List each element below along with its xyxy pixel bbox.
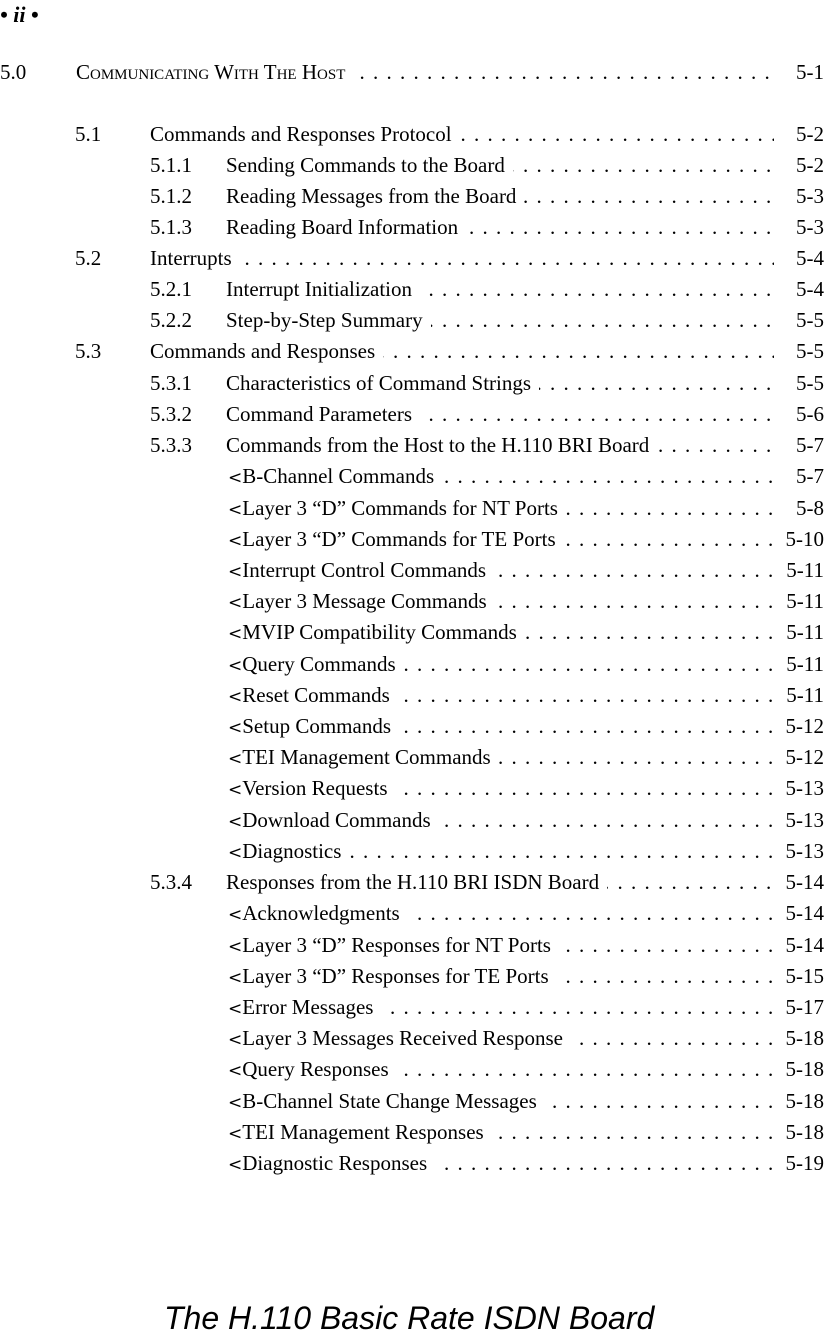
toc-page-number: 5-18 [786,1118,824,1146]
toc-title [228,1089,545,1113]
toc-entry[interactable] [0,806,824,837]
bullet-icon: < [228,687,242,707]
toc-entry[interactable] [0,275,824,306]
toc-page-number: 5-19 [786,1149,824,1177]
toc-title-with-leader [150,244,774,272]
toc-entry[interactable] [0,431,824,462]
toc-title-with-leader [228,712,774,742]
toc-title [76,60,353,84]
toc-title-with-leader [228,931,774,961]
toc-entry[interactable] [0,618,824,649]
toc-page-number: 5-14 [786,868,824,896]
toc-title-with-leader [226,868,774,896]
toc-title-text: Interrupt Control Commands [242,558,486,582]
toc-title-with-leader [228,650,774,680]
toc-title [228,558,494,582]
toc-title [228,776,396,800]
toc-title-with-leader [76,58,774,89]
toc-page-number: 5-13 [786,774,824,802]
toc-page-number: 5-11 [786,618,824,646]
toc-entry[interactable] [0,306,824,337]
bullet-icon: < [228,718,242,738]
toc-title-text: Command Parameters [226,402,412,426]
toc-page-number: 5-6 [796,400,824,428]
toc-title [228,1026,571,1050]
toc-page-number: 5-5 [796,369,824,397]
toc-entry[interactable] [0,899,824,930]
bullet-icon: < [228,656,242,676]
toc-page-number: 5-17 [786,993,824,1021]
toc-page-number: 5-2 [796,151,824,179]
toc-title-text: Version Requests [242,776,387,800]
toc-section-number: 5.0 [0,58,26,86]
toc-title [228,496,566,520]
toc-title-text: Diagnostics [242,839,341,863]
toc-page-number: 5-2 [796,120,824,148]
toc-title-text: Commands from the Host to the H.110 BRI Board [226,433,649,457]
bullet-icon: < [228,562,242,582]
toc-title-text: Responses from the H.110 BRI ISDN Board [226,870,599,894]
bullet-icon: < [228,531,242,551]
toc-title [226,402,420,426]
page-number-header: • ii • [0,2,39,28]
toc-entry[interactable] [0,1024,824,1055]
toc-title-text: Characteristics of Command Strings [226,371,531,395]
toc-title-with-leader [228,1087,774,1117]
toc-title [226,371,539,395]
toc-entry[interactable] [0,494,824,525]
toc-page-number: 5-18 [786,1024,824,1052]
toc-title-text: Interrupts [150,246,232,270]
toc-title [226,215,466,239]
toc-title-with-leader [228,587,774,617]
toc-title-text: TEI Management Commands [242,745,490,769]
toc-title [228,964,557,988]
toc-entry[interactable] [0,369,824,400]
toc-title [228,933,559,957]
toc-page-number: 5-4 [796,275,824,303]
toc-title [228,1120,492,1144]
bullet-icon: < [228,1155,242,1175]
toc-section-number: 5.1.2 [150,182,192,210]
toc-entry[interactable] [0,1118,824,1149]
toc-entry[interactable] [0,743,824,774]
bullet-icon: < [228,1061,242,1081]
toc-section-number: 5.2.2 [150,306,192,334]
toc-entry[interactable] [0,400,824,431]
toc-entry[interactable] [0,962,824,993]
toc-entry[interactable] [0,712,824,743]
toc-entry[interactable] [0,1055,824,1086]
toc-entry[interactable] [0,337,824,368]
toc-title-with-leader [150,337,774,365]
toc-title [228,527,564,551]
toc-page-number: 5-3 [796,213,824,241]
toc-section-number: 5.3.2 [150,400,192,428]
toc-title-text: Step-by-Step Summary [226,308,423,332]
toc-entry[interactable] [0,650,824,681]
toc-title-with-leader [228,1118,774,1148]
toc-title [150,122,460,146]
toc-page-number: 5-4 [796,244,824,272]
toc-title-with-leader [228,774,774,804]
toc-title-text: Download Commands [242,808,430,832]
toc-entry[interactable] [0,120,824,151]
toc-page-number: 5-15 [786,962,824,990]
toc-section-number: 5.2.1 [150,275,192,303]
toc-entry[interactable] [0,556,824,587]
toc-page-number: 5-5 [796,337,824,365]
toc-title [228,745,499,769]
bullet-icon: < [228,780,242,800]
toc-title-with-leader [228,556,774,586]
bullet-icon: < [228,937,242,957]
toc-title-with-leader [228,899,774,929]
toc-title [228,839,349,863]
toc-entry[interactable] [0,244,824,275]
toc-entry[interactable] [0,681,824,712]
toc-title-text: Query Commands [242,652,395,676]
toc-title-with-leader [228,681,774,711]
toc-page-number: 5-8 [796,494,824,522]
toc-title-with-leader [228,837,774,867]
bullet-icon: < [228,999,242,1019]
toc-title [226,308,431,332]
toc-page-number: 5-5 [796,306,824,334]
toc-title-text: Diagnostic Responses [242,1151,427,1175]
bullet-icon: < [228,593,242,613]
toc-page-number: 5-7 [796,462,824,490]
toc-title [226,433,657,457]
toc-title-text: TEI Management Responses [242,1120,483,1144]
bullet-icon: < [228,624,242,644]
toc-title-text: COMMUNICATING WITH THE HOST [76,60,345,84]
toc-title-text: Commands and Responses [150,339,375,363]
toc-title-text: Error Messages [242,995,373,1019]
toc-title [228,683,398,707]
toc-title [228,714,399,738]
toc-title-with-leader [226,400,774,428]
toc-page-number: 5-12 [786,712,824,740]
bullet-icon: < [228,500,242,520]
toc-title-text: Layer 3 “D” Commands for NT Ports [242,496,558,520]
toc-title-with-leader [226,182,774,210]
toc-title-with-leader [228,1055,774,1085]
toc-title-text: B-Channel State Change Messages [242,1089,537,1113]
bullet-icon: < [228,749,242,769]
toc-entry[interactable] [0,868,824,899]
toc-title-text: Layer 3 “D” Commands for TE Ports [242,527,555,551]
toc-title-with-leader [226,369,774,397]
toc-page-number: 5-10 [786,525,824,553]
toc-entry[interactable] [0,1087,824,1118]
toc-entry[interactable] [0,1149,824,1180]
toc-title [228,1151,435,1175]
toc-title [226,277,420,301]
toc-title-text: Reading Board Information [226,215,458,239]
toc-title-text: Query Responses [242,1057,388,1081]
toc-title-text: B-Channel Commands [242,464,434,488]
bullet-icon: < [228,843,242,863]
toc-title [228,589,495,613]
toc-title [150,339,383,363]
toc-title-with-leader [228,743,774,773]
toc-title-with-leader [226,306,774,334]
toc-title-text: Layer 3 “D” Responses for TE Ports [242,964,548,988]
toc-title [228,464,442,488]
footer-title: The H.110 Basic Rate ISDN Board [164,1300,654,1337]
toc-page-number: 5-1 [796,58,824,86]
toc-section-number: 5.1.1 [150,151,192,179]
toc-page-number: 5-18 [786,1055,824,1083]
toc-title [226,184,524,208]
toc-section-number: 5.1 [75,120,101,148]
bullet-icon: < [228,968,242,988]
toc-title [228,1057,397,1081]
toc-page-number: 5-11 [786,556,824,584]
toc-entry[interactable] [0,525,824,556]
bullet-icon: < [228,1030,242,1050]
toc-title-text: Commands and Responses Protocol [150,122,452,146]
toc-section-number: 5.1.3 [150,213,192,241]
toc-entry[interactable] [0,213,824,244]
toc-title [228,995,381,1019]
toc-entry[interactable] [0,931,824,962]
toc-title-with-leader [228,962,774,992]
toc-title-text: MVIP Compatibility Commands [242,620,517,644]
toc-title-with-leader [228,993,774,1023]
toc-page-number: 5-11 [786,650,824,678]
toc-title [228,808,439,832]
toc-title-text: Reading Messages from the Board [226,184,516,208]
toc-page-number: 5-3 [796,182,824,210]
toc-title-with-leader [228,525,774,555]
toc-entry[interactable] [0,837,824,868]
toc-section-number: 5.3.4 [150,868,192,896]
toc-title-text: Layer 3 Message Commands [242,589,486,613]
bullet-icon: < [228,905,242,925]
toc-page-number: 5-13 [786,837,824,865]
toc-title-with-leader [228,806,774,836]
toc-title-text: Layer 3 Messages Received Response [242,1026,563,1050]
toc-title-with-leader [226,275,774,303]
bullet-icon: < [228,812,242,832]
toc-page-number: 5-13 [786,806,824,834]
toc-title-with-leader [228,1024,774,1054]
toc-title-with-leader [228,494,774,524]
toc-title [228,652,404,676]
toc-title-text: Interrupt Initialization [226,277,412,301]
toc-title-text: Sending Commands to the Board [226,153,505,177]
bullet-icon: < [228,1093,242,1113]
toc-page-number: 5-11 [786,587,824,615]
toc-title-text: Reset Commands [242,683,390,707]
toc-page-number: 5-11 [786,681,824,709]
bullet-icon: < [228,1124,242,1144]
toc-page-number: 5-14 [786,899,824,927]
toc-title [226,153,513,177]
toc-title [226,870,607,894]
toc-entry[interactable] [0,151,824,182]
toc-page-number: 5-12 [786,743,824,771]
toc-title-with-leader [228,1149,774,1179]
bullet-icon: < [228,468,242,488]
toc-title [228,901,408,925]
toc-section-number: 5.3 [75,337,101,365]
toc-title-with-leader [226,213,774,241]
toc-title-with-leader [228,618,774,648]
toc-title [150,246,240,270]
toc-page-number: 5-7 [796,431,824,459]
toc-title-text: Setup Commands [242,714,391,738]
toc-section-number: 5.3.3 [150,431,192,459]
toc-entry[interactable] [0,587,824,618]
toc-title-with-leader [150,120,774,148]
toc-section-number: 5.2 [75,244,101,272]
toc-title [228,620,525,644]
toc-title-text: Acknowledgments [242,901,399,925]
toc-title-with-leader [226,151,774,179]
toc-entry[interactable] [0,462,824,493]
toc-entry[interactable] [0,58,824,89]
toc-title-with-leader [228,462,774,492]
toc-entry[interactable] [0,993,824,1024]
toc-title-with-leader [226,431,774,459]
toc-entry[interactable] [0,774,824,805]
toc-page-number: 5-18 [786,1087,824,1115]
toc-title-text: Layer 3 “D” Responses for NT Ports [242,933,551,957]
toc-entry[interactable] [0,182,824,213]
toc-page-number: 5-14 [786,931,824,959]
toc-section-number: 5.3.1 [150,369,192,397]
